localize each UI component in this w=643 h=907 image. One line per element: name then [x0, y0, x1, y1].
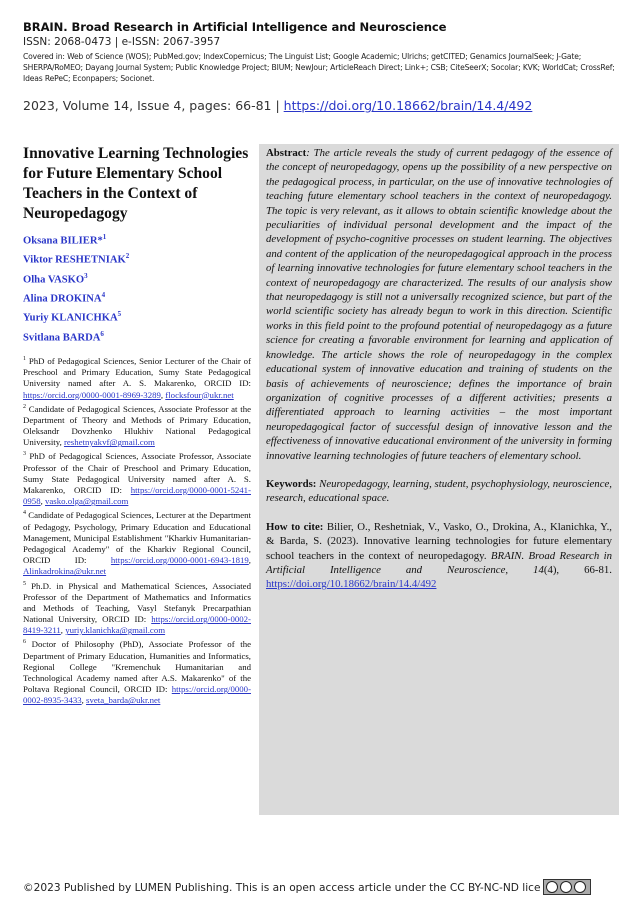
cite-tail: (4), 66-81.: [543, 563, 612, 576]
affiliation-2: $^2$ Candidate of Pedagogical Sciences, Associate Professor at the Department of Theory and Methods of Primary Education, Oleksandr Dovzhenko Hlukhiv National Pedagogical University, reshetnyakvf@gmail.com: [23, 403, 251, 448]
journal-issn: ISSN: 2068-0473 | e-ISSN: 2067-3957: [23, 36, 221, 48]
license-text: ©2023 Published by LUMEN Publishing. This is an open access article under the CC BY-NC-ND lice: [23, 882, 541, 894]
keywords-label: Keywords:: [266, 477, 317, 490]
how-to-cite: [266, 520, 612, 592]
page-footer: [23, 880, 591, 896]
affiliation-3: $^3$ PhD of Pedagogical Sciences, Associate Professor, Associate Professor of the Chair of Preschool and Primary Education, Sumy State Pedagogical University named after A. S. Makarenko, ORCID ID: https://orcid.org/0000-0001-5241-0958, vasko.olga@gmail.com: [23, 451, 251, 507]
abstract-text: : The article reveals the study of current pedagogy of the essence of the concept of neuropedagogy, opens up the possibility of a new perspective on the pedagogical process, in particular, on the use of innovative technologies of teaching future elementary school teachers in the context of neuropedagogy. The topic is very relevant, as it allows to obtain scientific knowledge about the peculiarities of individual personal development and the impact of the development of psycho-cognitive processes on student learning. The objectives and content of the application of the neuropedagogical approach in the process of learning innovative technologies for future elementary school teachers in the context of neuropedagogy are characterized. The results of our analysis show that neuropedagogy is still not a universally recognized science, but part of the world scientific society has already begun to work in this direction. Scientific works in this field point to the profound potential of neuropedagogy as a future science for creating a favorable environment for learning and application of knowledge. The article shows the role of neuropedagogy in the complex educational system of innovative education and training of students on the basis of achievements of neuroscience; defines the importance of brain organization of cognitive processes of a different activities; presents a differentiated approach to learning activities – the most important neuropedagogical factor of successful design of innovative lesson and the effectiveness of innovative educational environment of the university in forming innovative learning technologies of future teachers of elementary school.: [266, 147, 612, 462]
orcid-link[interactable]: https://orcid.org/0000-0001-6943-1819: [110, 555, 249, 566]
abstract-label: Abstract: [266, 147, 307, 159]
doi-link[interactable]: https://doi.org/10.18662/brain/14.4/492: [283, 98, 533, 113]
email-link[interactable]: flocksfour@ukr.net: [165, 389, 234, 400]
author-item: Viktor RESHETNIAK$^2$: [23, 252, 130, 266]
author-item: Yuriy KLANICHKA$^5$: [23, 310, 122, 324]
author-item: Alina DROKINA$^4$: [23, 290, 106, 305]
affiliation-1: $^1$ PhD of Pedagogical Sciences, Senior Lecturer of the Chair of Preschool and Primary Education, Sumy State Pedagogical University named after A. S. Makarenko, ORCID ID: https://orcid.org/0000-0001-8969-3289, flocksfour@ukr.net: [23, 355, 251, 400]
orcid-link[interactable]: https://orcid.org/0000-0001-8969-3289: [23, 389, 161, 400]
cite-journal: BRAIN. Broad Research in Artificial Intelligence and Neuroscience, 14: [266, 549, 612, 576]
journal-indexing: Covered in: Web of Science (WOS); PubMed.gov; IndexCopernicus; The Linguist List; Google Academic; Ulrichs; getCITED; Genamics JournalSeek; J-Gate; SHERPA/RoMEO; Dayang Journal System; Public Knowledge Project; BIUM; NewJour; ArticleReach Direct; Link+; CSB; CiteSeerX; Socolar; KVK; WorldCat; CrossRef; Ideas RePeC; Econpapers; Socionet.: [23, 52, 615, 84]
email-link[interactable]: yuriy.klanichka@gmail.com: [65, 625, 166, 636]
email-link[interactable]: vasko.olga@gmail.com: [45, 496, 129, 507]
email-link[interactable]: reshetnyakvf@gmail.com: [63, 437, 155, 448]
journal-title: BRAIN. Broad Research in Artificial Intelligence and Neuroscience: [23, 20, 447, 34]
author-list: [23, 230, 251, 346]
affiliation-4: $^4$ Candidate of Pedagogical Sciences, Lecturer at the Department of Pedagogy, Psychology, Primary Education and Educational Management, Municipal Establishment "Kharkiv Humanitarian-Pedagogical Academy" of the Kharkiv Regional Council, ORCID ID: https://orcid.org/0000-0001-6943-1819, Alinkadrokina@ukr.net: [23, 510, 251, 577]
orcid-link[interactable]: https://orcid.org/0000-0002-8419-3211: [23, 614, 251, 636]
keywords: [266, 477, 612, 506]
volume-line: [23, 98, 532, 113]
cite-label: How to cite:: [266, 520, 324, 533]
volume-info: 2023, Volume 14, Issue 4, pages: 66-81 |: [23, 98, 284, 113]
orcid-link[interactable]: https://orcid.org/0000-0001-5241-0958: [23, 484, 251, 507]
orcid-link[interactable]: https://orcid.org/0000-0002-8935-3433: [23, 684, 251, 706]
left-column: [23, 144, 251, 708]
abstract-panel: [259, 144, 619, 815]
paper-title: Innovative Learning Technologies for Future Elementary School Teachers in the Context of Neuropedagogy: [23, 145, 249, 222]
cite-text: Bilier, O., Reshetniak, V., Vasko, O., Drokina, A., Klanichka, Y., & Barda, S. (2023). Innovative learning technologies for future elementary school teachers in the context of neuropedagogy.: [266, 520, 612, 562]
journal-header: [23, 20, 623, 85]
affiliation-5: $^5$ Ph.D. in Physical and Mathematical Sciences, Associated Professor of the Department of Mathematics and Informatics and Methods of Teaching, Vasyl Stefanyk Precarpathian National University, ORCID ID: https://orcid.org/0000-0002-8419-3211, yuriy.klanichka@gmail.com: [23, 580, 251, 636]
author-item: Oksana BILIER*$^1$: [23, 233, 107, 247]
abstract: [266, 146, 612, 463]
email-link[interactable]: sveta_barda@ukr.net: [86, 695, 161, 706]
affiliation-6: $^6$ Doctor of Philosophy (PhD), Associate Professor of the Department of Primary Education, Humanities and Informatics, Regional College "Kremenchuk Humanitarian and Technological Academy named after A.S. Makarenko" of the Poltava Regional Council, ORCID ID: https://orcid.org/0000-0002-8935-3433, sveta_barda@ukr.net: [23, 639, 251, 706]
keywords-text: Neuropedagogy, learning, student, psychophysiology, neuroscience, research, educational space.: [266, 477, 612, 505]
author-item: Svitlana BARDA$^6$: [23, 329, 104, 344]
cc-license-icon[interactable]: [543, 879, 591, 895]
author-item: Olha VASKO$^3$: [23, 271, 88, 286]
email-link[interactable]: Alinkadrokina@ukr.net: [23, 566, 107, 577]
cite-doi-link[interactable]: https://doi.org/10.18662/brain/14.4/492: [266, 578, 437, 591]
